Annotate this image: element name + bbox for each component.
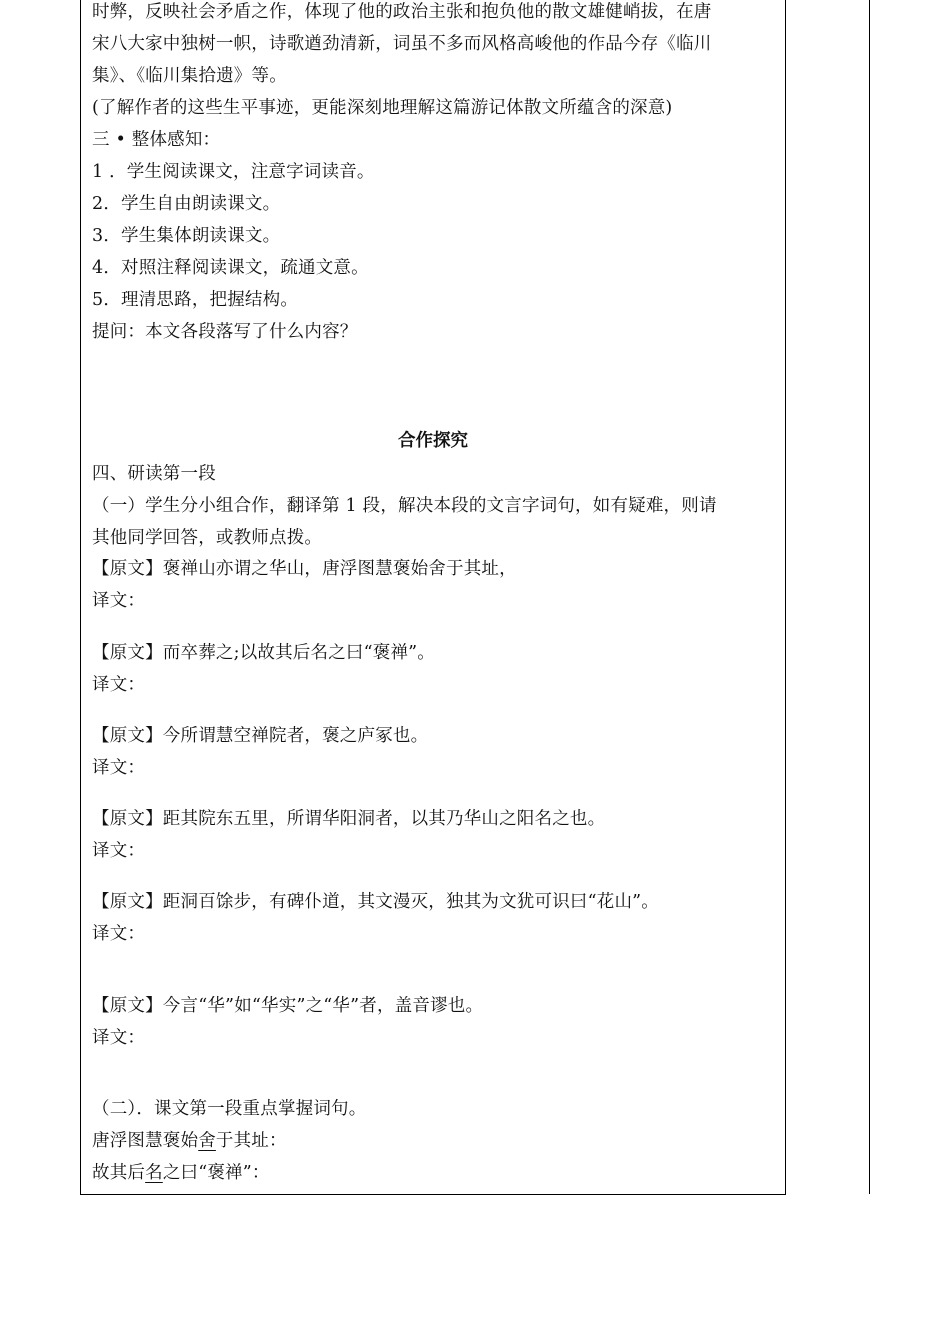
- key-phrase-1-before: 唐浮图慧褒始: [92, 1131, 199, 1151]
- key-phrases-title: （二）．课文第一段重点掌握词句。: [92, 1099, 367, 1119]
- intro-line-2: 宋八大家中独树一帜，诗歌遒劲清新，词虽不多而风格高峻他的作品今存《临川: [92, 34, 712, 54]
- section-3-question: 提问：本文各段落写了什么内容？: [92, 322, 358, 342]
- section-3-item-2: 2．学生自由朗读课文。: [92, 194, 281, 214]
- key-phrase-2-underlined-word: 名: [145, 1163, 163, 1183]
- translation-label-4: 译文：: [92, 841, 146, 861]
- translation-label-3: 译文：: [92, 758, 146, 778]
- section-4-title: 四、研读第一段: [92, 464, 216, 484]
- key-phrase-1-underlined-word: 舍: [198, 1131, 216, 1151]
- intro-line-3: 集》、《临川集拾遗》等。: [92, 66, 287, 86]
- section-3-item-1: 1 ．学生阅读课文，注意字词读音。: [92, 162, 375, 182]
- original-text-6: 【原文】今言“华”如“华实”之“华”者，盖音谬也。: [92, 996, 484, 1016]
- original-text-5: 【原文】距洞百馀步，有碑仆道，其文漫灭，独其为文犹可识曰“花山”。: [92, 892, 659, 912]
- original-text-1: 【原文】褒禅山亦谓之华山，唐浮图慧褒始舍于其址，: [92, 559, 517, 579]
- translation-label-1: 译文：: [92, 591, 146, 611]
- section-3-item-3: 3．学生集体朗读课文。: [92, 226, 281, 246]
- original-text-4: 【原文】距其院东五里，所谓华阳洞者，以其乃华山之阳名之也。: [92, 809, 606, 829]
- section-3-title: 三 • 整体感知：: [92, 130, 221, 150]
- section-3-item-5: 5．理清思路，把握结构。: [92, 290, 299, 310]
- section-3-item-4: 4．对照注释阅读课文，疏通文意。: [92, 258, 369, 278]
- cooperative-inquiry-heading: 合作探究: [398, 431, 468, 451]
- key-phrase-2-after: 之曰“褒禅”：: [162, 1163, 270, 1183]
- original-text-2: 【原文】而卒葬之;以故其后名之曰“褒禅”。: [92, 643, 435, 663]
- intro-line-1: 时弊，反映社会矛盾之作，体现了他的政治主张和抱负他的散文雄健峭拔，在唐: [92, 2, 712, 22]
- key-phrase-2-before: 故其后: [92, 1163, 146, 1183]
- original-text-3: 【原文】今所谓慧空禅院者，褒之庐冢也。: [92, 726, 429, 746]
- translation-label-5: 译文：: [92, 924, 146, 944]
- translation-label-2: 译文：: [92, 675, 146, 695]
- group-task-line-2: 其他同学回答，或教师点拨。: [92, 528, 323, 548]
- intro-note: (了解作者的这些生平事迹，更能深刻地理解这篇游记体散文所蕴含的深意): [92, 98, 673, 118]
- page-right-rule: [869, 0, 870, 1194]
- key-phrase-1-after: 于其址：: [215, 1131, 287, 1151]
- group-task-line-1: （一）学生分小组合作，翻译第 1 段，解决本段的文言字词句，如有疑难，则请: [92, 496, 717, 516]
- key-phrase-2: [92, 1157, 782, 1189]
- translation-label-6: 译文：: [92, 1028, 146, 1048]
- key-phrase-1: [92, 1125, 782, 1157]
